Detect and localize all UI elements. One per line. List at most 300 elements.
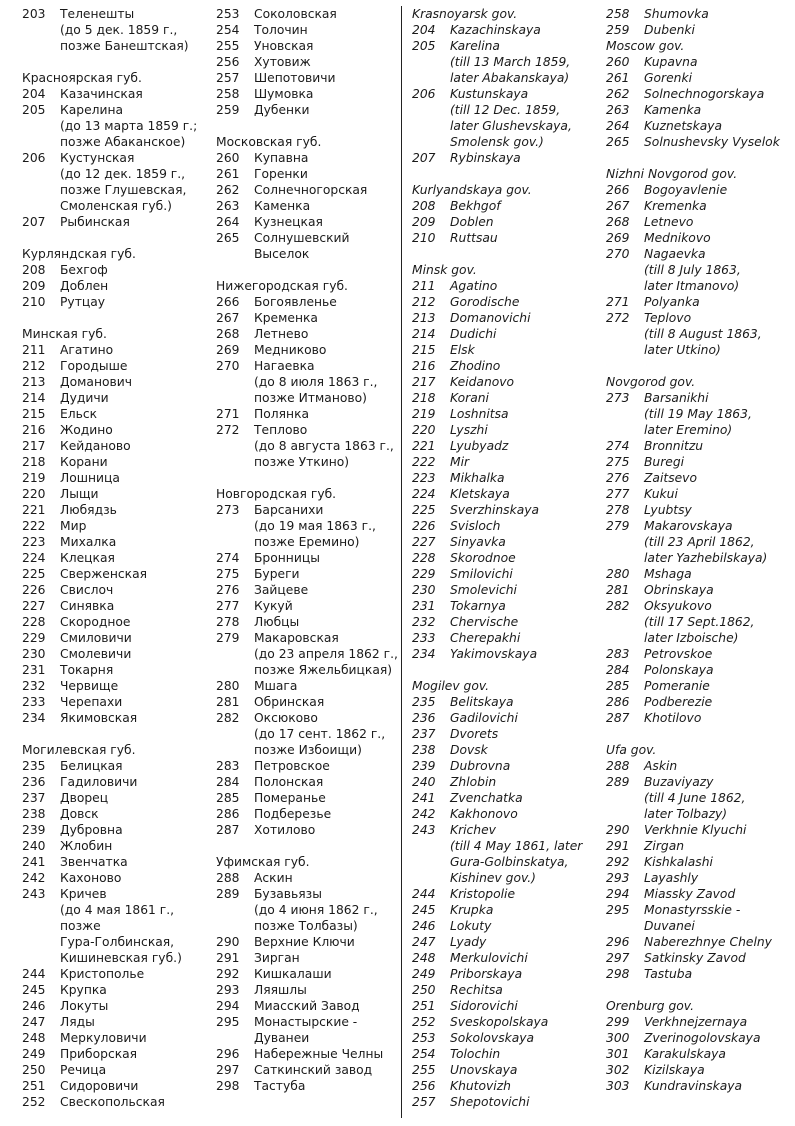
item-name: Ляяшлы: [254, 983, 307, 997]
list-item: [22, 518, 208, 534]
item-name: Корани: [60, 455, 108, 469]
item-name: Mshaga: [644, 567, 692, 581]
item-number: 266: [606, 183, 630, 197]
list-item-note: [412, 838, 598, 854]
item-number: 219: [22, 471, 46, 485]
item-name: Кахоново: [60, 871, 122, 885]
list-item: [412, 486, 598, 502]
item-name: Уновская: [254, 39, 314, 53]
list-item: [216, 54, 402, 70]
list-item: [216, 998, 402, 1014]
list-item: [216, 1046, 402, 1062]
item-number: 225: [412, 503, 436, 517]
item-number: 293: [606, 871, 630, 885]
item-number: 277: [606, 487, 630, 501]
item-name: Нагаевка: [254, 359, 315, 373]
section-gap: [606, 358, 792, 374]
list-item-note: [216, 518, 402, 534]
item-name: Zhodino: [450, 359, 501, 373]
list-item: [412, 1062, 598, 1078]
section-heading: Nizhni Novgorod gov.: [606, 167, 738, 181]
list-item: [22, 470, 208, 486]
item-number: 278: [216, 615, 240, 629]
item-number: 210: [412, 231, 436, 245]
list-item-note: [606, 790, 792, 806]
item-number: 230: [22, 647, 46, 661]
item-number: 217: [412, 375, 436, 389]
item-name: Bekhgof: [450, 199, 501, 213]
list-item: [412, 566, 598, 582]
item-note-text: позже Банештская): [60, 39, 189, 53]
item-name: Teplovo: [644, 311, 692, 325]
list-item: [606, 1078, 792, 1094]
list-item: [606, 582, 792, 598]
list-item-note: [22, 22, 208, 38]
list-item: [216, 166, 402, 182]
item-name: Свескопольская: [60, 1095, 165, 1109]
item-name: Tokarnya: [450, 599, 506, 613]
list-item: [412, 822, 598, 838]
item-name: Krupka: [450, 903, 494, 917]
list-item: [216, 38, 402, 54]
item-name: Сидоровичи: [60, 1079, 139, 1093]
item-name: Zirgan: [644, 839, 685, 853]
list-item: [606, 678, 792, 694]
list-item: [216, 822, 402, 838]
item-name: Dudichi: [450, 327, 497, 341]
item-number: 224: [412, 487, 436, 501]
list-item: [412, 150, 598, 166]
item-name: Локуты: [60, 999, 109, 1013]
item-number: 282: [606, 599, 630, 613]
item-note-text: позже Абаканское): [60, 135, 186, 149]
list-item: [606, 214, 792, 230]
list-item: [606, 902, 792, 918]
list-item: [412, 806, 598, 822]
item-number: 283: [216, 759, 240, 773]
list-item: [216, 694, 402, 710]
list-item: [606, 54, 792, 70]
list-item-note: [216, 726, 402, 742]
list-item: [22, 86, 208, 102]
item-name: Korani: [450, 391, 489, 405]
list-item: [412, 230, 598, 246]
item-name: Letnevo: [644, 215, 694, 229]
item-number: 264: [606, 119, 630, 133]
item-name: Любядзь: [60, 503, 117, 517]
section-heading: Новгородская губ.: [216, 487, 337, 501]
list-item: [216, 598, 402, 614]
list-item-note: [606, 534, 792, 550]
item-name: Zvenchatka: [450, 791, 523, 805]
item-name: Monastyrsskie -: [644, 903, 741, 917]
item-name: Звенчатка: [60, 855, 128, 869]
item-name: Летнево: [254, 327, 309, 341]
list-item: [22, 998, 208, 1014]
item-number: 253: [412, 1031, 436, 1045]
item-number: 288: [216, 871, 240, 885]
item-name: Набережные Челны: [254, 1047, 384, 1061]
item-note-text: later Utkino): [644, 343, 721, 357]
item-name: Приборская: [60, 1047, 138, 1061]
item-name: Mir: [450, 455, 470, 469]
list-item-note: [22, 134, 208, 150]
section-heading: Mogilev gov.: [412, 679, 490, 693]
item-name: Кристополье: [60, 967, 145, 981]
item-name: Клецкая: [60, 551, 115, 565]
item-name: Smilovichi: [450, 567, 513, 581]
list-item: [22, 550, 208, 566]
item-number: 216: [22, 423, 46, 437]
item-number: 278: [606, 503, 630, 517]
item-name: Речица: [60, 1063, 107, 1077]
list-item: [412, 358, 598, 374]
item-number: 251: [22, 1079, 46, 1093]
item-name: Verkhnejzernaya: [644, 1015, 748, 1029]
item-name: Gorodische: [450, 295, 520, 309]
item-number: 246: [412, 919, 436, 933]
item-number: 226: [22, 583, 46, 597]
list-item: [412, 294, 598, 310]
list-item: [412, 790, 598, 806]
item-name: Макаровская: [254, 631, 339, 645]
item-name: Солнушевский: [254, 231, 350, 245]
item-number: 255: [412, 1063, 436, 1077]
item-name: Ruttsau: [450, 231, 498, 245]
item-name: Zverinogolovskaya: [644, 1031, 761, 1045]
list-item: [22, 1014, 208, 1030]
section-gap: [216, 262, 402, 278]
list-item-note: [22, 902, 208, 918]
item-name: Зайцеве: [254, 583, 309, 597]
item-name: Khotilovo: [644, 711, 702, 725]
list-item: [606, 502, 792, 518]
item-number: 267: [216, 311, 240, 325]
item-number: 214: [22, 391, 46, 405]
list-item: [606, 6, 792, 22]
item-number: 218: [412, 391, 436, 405]
item-name: Кричев: [60, 887, 107, 901]
list-item: [606, 86, 792, 102]
list-item-note: [22, 166, 208, 182]
list-item: [22, 598, 208, 614]
item-name: Krichev: [450, 823, 496, 837]
item-number: 285: [606, 679, 630, 693]
list-item-note: [216, 646, 402, 662]
item-number: 288: [606, 759, 630, 773]
item-note-text: later Izboische): [644, 631, 739, 645]
list-item: [22, 566, 208, 582]
item-number: 224: [22, 551, 46, 565]
item-name: Zaitsevo: [644, 471, 697, 485]
list-item: [22, 1030, 208, 1046]
column-english-1: [412, 6, 598, 1110]
item-number: 209: [22, 279, 46, 293]
item-number: 225: [22, 567, 46, 581]
item-name: Агатино: [60, 343, 114, 357]
item-name: Жодино: [60, 423, 113, 437]
list-item: [22, 454, 208, 470]
item-name: Yakimovskaya: [450, 647, 538, 661]
item-name: Makarovskaya: [644, 519, 733, 533]
item-number: 208: [412, 199, 436, 213]
item-number: 258: [606, 7, 630, 21]
item-number: 223: [22, 535, 46, 549]
item-note-text: (до 8 августа 1863 г.,: [254, 439, 394, 453]
list-item: [216, 6, 402, 22]
item-name: Купавна: [254, 151, 309, 165]
item-name: Dovsk: [450, 743, 488, 757]
list-item-note: [412, 118, 598, 134]
section-gap: [412, 662, 598, 678]
item-name: Подберезье: [254, 807, 332, 821]
section-heading: Kurlyandskaya gov.: [412, 183, 532, 197]
list-item: [412, 998, 598, 1014]
section-heading: Minsk gov.: [412, 263, 477, 277]
list-item-note: [606, 806, 792, 822]
item-name: Verkhnie Klyuchi: [644, 823, 747, 837]
item-number: 241: [412, 791, 436, 805]
item-number: 228: [412, 551, 436, 565]
column-russian-1: [22, 6, 208, 1110]
list-item-note: [22, 950, 208, 966]
list-item: [606, 758, 792, 774]
item-number: 237: [412, 727, 436, 741]
list-item: [412, 502, 598, 518]
item-number: 221: [412, 439, 436, 453]
item-number: 235: [412, 695, 436, 709]
item-name: Шумовка: [254, 87, 314, 101]
item-number: 260: [216, 151, 240, 165]
item-number: 256: [216, 55, 240, 69]
list-item: [22, 438, 208, 454]
item-number: 227: [412, 535, 436, 549]
list-item-note: [412, 854, 598, 870]
list-item: [22, 886, 208, 902]
item-number: 270: [606, 247, 630, 261]
list-item: [606, 70, 792, 86]
item-name: Доманович: [60, 375, 133, 389]
item-name: Городыше: [60, 359, 128, 373]
section-gap: [412, 246, 598, 262]
list-item: [216, 198, 402, 214]
section-heading: Ufa gov.: [606, 743, 657, 757]
section-heading: Красноярская губ.: [22, 71, 142, 85]
list-item: [412, 614, 598, 630]
item-name: Khutovizh: [450, 1079, 511, 1093]
item-number: 290: [606, 823, 630, 837]
item-name: Монастырские -: [254, 1015, 358, 1029]
list-item: [22, 614, 208, 630]
list-item-note: [606, 406, 792, 422]
section-gap: [216, 838, 402, 854]
list-item: [22, 342, 208, 358]
item-number: 245: [412, 903, 436, 917]
item-name: Oksyukovo: [644, 599, 712, 613]
item-number: 207: [22, 215, 46, 229]
list-item: [412, 534, 598, 550]
item-number: 248: [412, 951, 436, 965]
list-item-note: [606, 614, 792, 630]
item-number: 235: [22, 759, 46, 773]
list-item: [22, 806, 208, 822]
item-number: 300: [606, 1031, 630, 1045]
list-item: [412, 918, 598, 934]
item-number: 266: [216, 295, 240, 309]
item-name: Layashly: [644, 871, 699, 885]
item-number: 299: [606, 1015, 630, 1029]
list-item: [412, 518, 598, 534]
item-note-text: later Eremino): [644, 423, 733, 437]
item-name: Tolochin: [450, 1047, 501, 1061]
item-number: 203: [22, 7, 46, 21]
section-heading: Курляндская губ.: [22, 247, 136, 261]
item-number: 223: [412, 471, 436, 485]
item-number: 227: [22, 599, 46, 613]
list-item: [412, 1094, 598, 1110]
item-number: 231: [412, 599, 436, 613]
list-item: [22, 150, 208, 166]
item-name: Gadilovichi: [450, 711, 518, 725]
item-note-text: (till 23 April 1862,: [644, 535, 755, 549]
list-item: [412, 86, 598, 102]
list-item: [22, 678, 208, 694]
item-name: Зирган: [254, 951, 300, 965]
item-note-text: later Abakanskaya): [450, 71, 570, 85]
item-name: Миасский Завод: [254, 999, 360, 1013]
list-item: [216, 678, 402, 694]
item-number: 239: [22, 823, 46, 837]
item-note-text: (till 19 May 1863,: [644, 407, 752, 421]
item-name: Аскин: [254, 871, 293, 885]
item-name: Мир: [60, 519, 87, 533]
item-name: Доблен: [60, 279, 109, 293]
item-name: Лыщи: [60, 487, 99, 501]
list-item-note: [412, 70, 598, 86]
item-name: Барсанихи: [254, 503, 324, 517]
list-item: [606, 454, 792, 470]
list-item-note: [216, 742, 402, 758]
item-name: Bogoyavlenie: [644, 183, 728, 197]
item-note-text: Gura-Golbinskatya,: [450, 855, 569, 869]
list-item: [22, 1094, 208, 1110]
item-number: 242: [22, 871, 46, 885]
section-gap: [216, 470, 402, 486]
list-item: [412, 758, 598, 774]
item-number: 261: [606, 71, 630, 85]
item-number: 257: [412, 1095, 436, 1109]
item-number: 297: [606, 951, 630, 965]
item-name: Unovskaya: [450, 1063, 518, 1077]
list-item: [412, 598, 598, 614]
item-number: 232: [22, 679, 46, 693]
item-name: Shepotovichi: [450, 1095, 530, 1109]
item-name: Tastuba: [644, 967, 693, 981]
item-name: Белицкая: [60, 759, 123, 773]
item-name: Теленешты: [60, 7, 135, 21]
item-note-text: позже Яжельбицкая): [254, 663, 393, 677]
list-item: [216, 22, 402, 38]
item-name: Кустунская: [60, 151, 135, 165]
list-item: [216, 406, 402, 422]
list-item-note: [22, 934, 208, 950]
item-number: 208: [22, 263, 46, 277]
item-name: Kremenka: [644, 199, 707, 213]
item-name: Skorodnoe: [450, 551, 516, 565]
item-number: 244: [412, 887, 436, 901]
item-number: 207: [412, 151, 436, 165]
item-note-text: (до 23 апреля 1862 г.,: [254, 647, 398, 661]
list-item: [412, 38, 598, 54]
item-name: Синявка: [60, 599, 115, 613]
list-item: [412, 342, 598, 358]
item-number: 302: [606, 1063, 630, 1077]
item-name: Шепотовичи: [254, 71, 336, 85]
list-item: [216, 326, 402, 342]
list-item: [216, 566, 402, 582]
item-note-text: later Itmanovo): [644, 279, 740, 293]
item-name: Kazachinskaya: [450, 23, 541, 37]
item-number: 265: [606, 135, 630, 149]
item-name: Chervische: [450, 615, 519, 629]
list-item: [216, 342, 402, 358]
list-item: [606, 1014, 792, 1030]
item-name: Саткинский завод: [254, 1063, 373, 1077]
list-item: [22, 646, 208, 662]
list-item: [216, 934, 402, 950]
list-item: [22, 582, 208, 598]
list-item-note: [606, 262, 792, 278]
list-item: [216, 182, 402, 198]
list-item: [412, 550, 598, 566]
list-item: [22, 694, 208, 710]
item-name: Ельск: [60, 407, 98, 421]
item-number: 301: [606, 1047, 630, 1061]
item-name: Якимовская: [60, 711, 138, 725]
item-name: Оксюково: [254, 711, 318, 725]
section-gap: [216, 118, 402, 134]
item-note-text: позже Еремино): [254, 535, 360, 549]
item-name: Gorenki: [644, 71, 693, 85]
item-name: Кишкалаши: [254, 967, 332, 981]
item-number: 263: [606, 103, 630, 117]
list-item: [216, 582, 402, 598]
list-item: [22, 710, 208, 726]
item-name: Lokuty: [450, 919, 492, 933]
item-name: Верхние Ключи: [254, 935, 355, 949]
list-item: [412, 774, 598, 790]
list-item: [606, 886, 792, 902]
list-item-note: [22, 38, 208, 54]
section-heading: Нижегородская губ.: [216, 279, 348, 293]
list-item: [22, 838, 208, 854]
item-name: Barsanikhi: [644, 391, 709, 405]
list-item: [606, 774, 792, 790]
item-note-text: позже Толбазы): [254, 919, 358, 933]
list-item: [412, 1014, 598, 1030]
item-note-text: Duvanei: [644, 919, 695, 933]
list-item-note: [606, 422, 792, 438]
item-number: 289: [606, 775, 630, 789]
item-name: Belitskaya: [450, 695, 514, 709]
item-number: 268: [606, 215, 630, 229]
item-name: Токарня: [60, 663, 114, 677]
item-number: 272: [606, 311, 630, 325]
item-name: Теплово: [254, 423, 308, 437]
list-item: [606, 438, 792, 454]
list-item: [22, 854, 208, 870]
item-name: Рутцау: [60, 295, 106, 309]
